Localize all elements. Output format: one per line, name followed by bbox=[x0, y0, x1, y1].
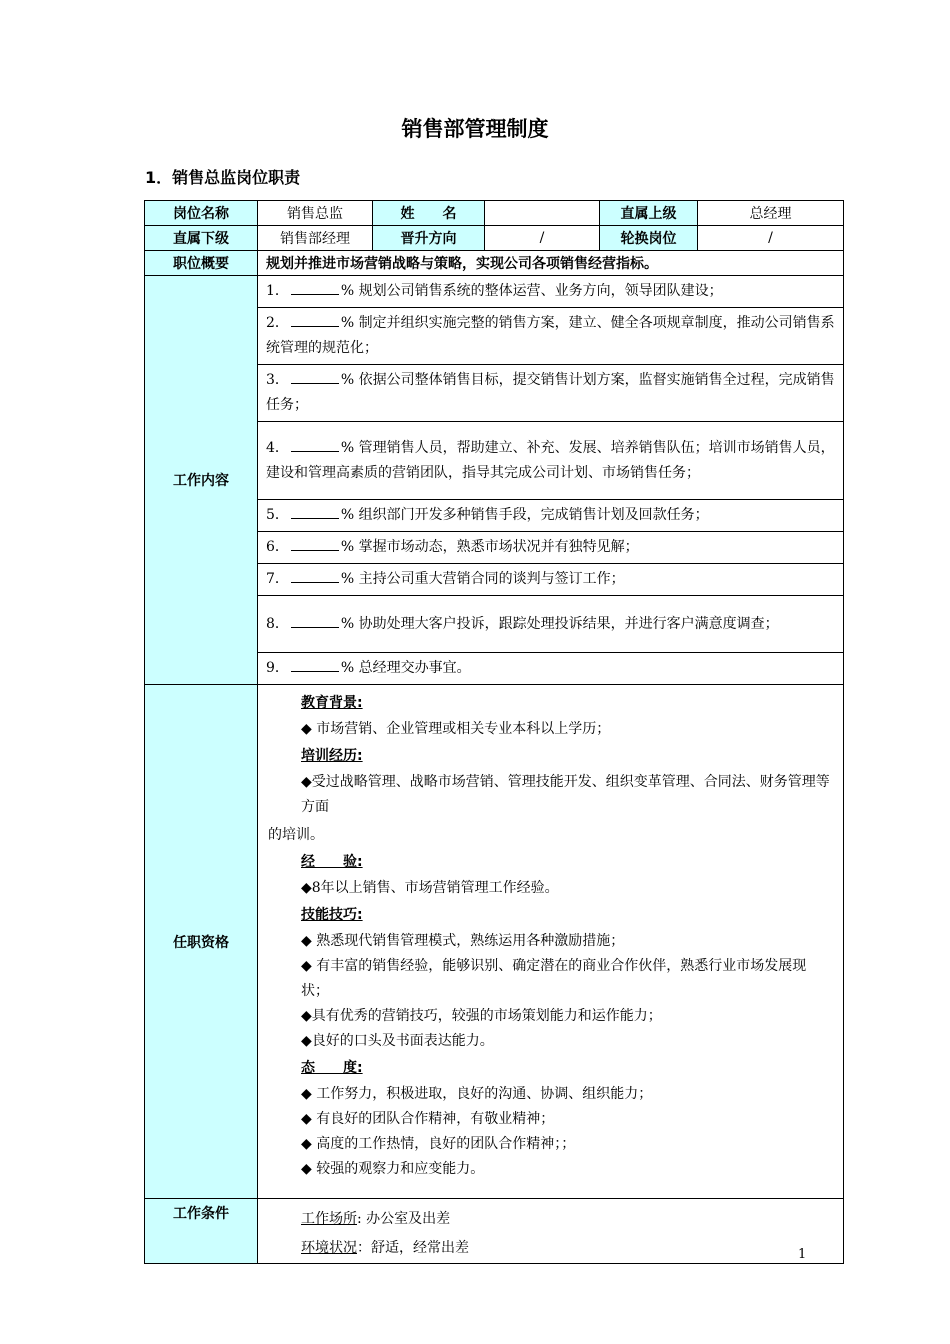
table-row bbox=[145, 251, 844, 276]
page-title: 销售部管理制度 bbox=[401, 117, 549, 141]
skills-heading: 技能技巧: bbox=[301, 907, 363, 923]
duty-item-3: 3． % 依据公司整体销售目标，提交销售计划方案，监督实施销售全过程，完成销售任务； bbox=[258, 365, 844, 422]
skill-item-1: ◆ 熟悉现代销售管理模式，熟练运用各种激励措施； bbox=[301, 933, 625, 949]
table-row bbox=[145, 1199, 844, 1264]
attitude-item-4: ◆ 较强的观察力和应变能力。 bbox=[301, 1161, 485, 1177]
table-row bbox=[145, 226, 844, 251]
duty-item-9: 9． % 总经理交办事宜。 bbox=[258, 653, 844, 685]
promotion-label: 晋升方向 bbox=[373, 226, 485, 251]
rotation-label: 轮换岗位 bbox=[600, 226, 698, 251]
conditions-label: 工作条件 bbox=[145, 1199, 258, 1264]
experience-heading: 经 验: bbox=[301, 854, 363, 870]
environment-value: ：舒适，经常出差 bbox=[357, 1240, 469, 1256]
section-heading: 1．销售总监岗位职责 bbox=[145, 168, 301, 187]
training-item-cont: 的培训。 bbox=[268, 827, 324, 843]
attitude-item-1: ◆ 工作努力，积极进取，良好的沟通、协调、组织能力； bbox=[301, 1086, 653, 1102]
skill-item-4: ◆良好的口头及书面表达能力。 bbox=[301, 1033, 494, 1049]
subordinate-label: 直属下级 bbox=[145, 226, 258, 251]
qualification-label: 任职资格 bbox=[145, 685, 258, 1199]
superior-value: 总经理 bbox=[698, 201, 844, 226]
summary-text: 规划并推进市场营销战略与策略，实现公司各项销售经营指标。 bbox=[258, 251, 844, 276]
duty-item-7: 7． % 主持公司重大营销合同的谈判与签订工作； bbox=[258, 564, 844, 596]
name-label: 姓 名 bbox=[373, 201, 485, 226]
training-item: ◆受过战略管理、战略市场营销、管理技能开发、组织变革管理、合同法、财务管理等方面 bbox=[301, 774, 830, 815]
duty-item-8: 8． % 协助处理大客户投诉，跟踪处理投诉结果，并进行客户满意度调查； bbox=[258, 596, 844, 653]
qualification-content bbox=[258, 685, 844, 1199]
duty-item-6: 6． % 掌握市场动态，熟悉市场状况并有独特见解； bbox=[258, 532, 844, 564]
superior-label: 直属上级 bbox=[600, 201, 698, 226]
environment-line bbox=[301, 1234, 833, 1263]
experience-item: ◆8年以上销售、市场营销管理工作经验。 bbox=[301, 880, 559, 896]
subordinate-value: 销售部经理 bbox=[258, 226, 373, 251]
duty-item-4: 4． % 管理销售人员，帮助建立、补充、发展、培养销售队伍；培训市场销售人员，建设和管理高素质的营销团队，指导其完成公司计划、市场销售任务； bbox=[258, 422, 844, 500]
training-heading: 培训经历: bbox=[301, 748, 363, 764]
rotation-value: / bbox=[698, 226, 844, 251]
name-value[interactable] bbox=[485, 201, 600, 226]
workplace-line bbox=[301, 1205, 833, 1234]
education-heading: 教育背景: bbox=[301, 695, 363, 711]
attitude-heading: 态 度: bbox=[301, 1060, 363, 1076]
post-name-value: 销售总监 bbox=[258, 201, 373, 226]
promotion-value: / bbox=[485, 226, 600, 251]
attitude-item-3: ◆ 高度的工作热情，良好的团队合作精神；； bbox=[301, 1136, 576, 1152]
duty-item-5: 5． % 组织部门开发多种销售手段，完成销售计划及回款任务； bbox=[258, 500, 844, 532]
table-row bbox=[145, 201, 844, 226]
summary-label: 职位概要 bbox=[145, 251, 258, 276]
skill-item-3: ◆具有优秀的营销技巧，较强的市场策划能力和运作能力； bbox=[301, 1008, 662, 1024]
workplace-value: : 办公室及出差 bbox=[357, 1211, 451, 1227]
table-row bbox=[145, 685, 844, 1199]
duty-item-1: 1． % 规划公司销售系统的整体运营、业务方向，领导团队建设； bbox=[258, 276, 844, 308]
work-content-label: 工作内容 bbox=[145, 276, 258, 685]
attitude-item-2: ◆ 有良好的团队合作精神，有敬业精神； bbox=[301, 1111, 555, 1127]
skill-item-2: ◆ 有丰富的销售经验，能够识别、确定潜在的商业合作伙伴，熟悉行业市场发展现状； bbox=[301, 958, 807, 999]
post-name-label: 岗位名称 bbox=[145, 201, 258, 226]
environment-label: 环境状况 bbox=[301, 1240, 357, 1256]
duty-item-2: 2． % 制定并组织实施完整的销售方案，建立、健全各项规章制度，推动公司销售系统管理的规范化； bbox=[258, 308, 844, 365]
conditions-content bbox=[258, 1199, 844, 1264]
workplace-label: 工作场所 bbox=[301, 1211, 357, 1227]
job-description-table bbox=[144, 200, 844, 1264]
education-item: ◆ 市场营销、企业管理或相关专业本科以上学历； bbox=[301, 721, 611, 737]
page-number: 1 bbox=[798, 1247, 807, 1262]
table-row bbox=[145, 276, 844, 308]
